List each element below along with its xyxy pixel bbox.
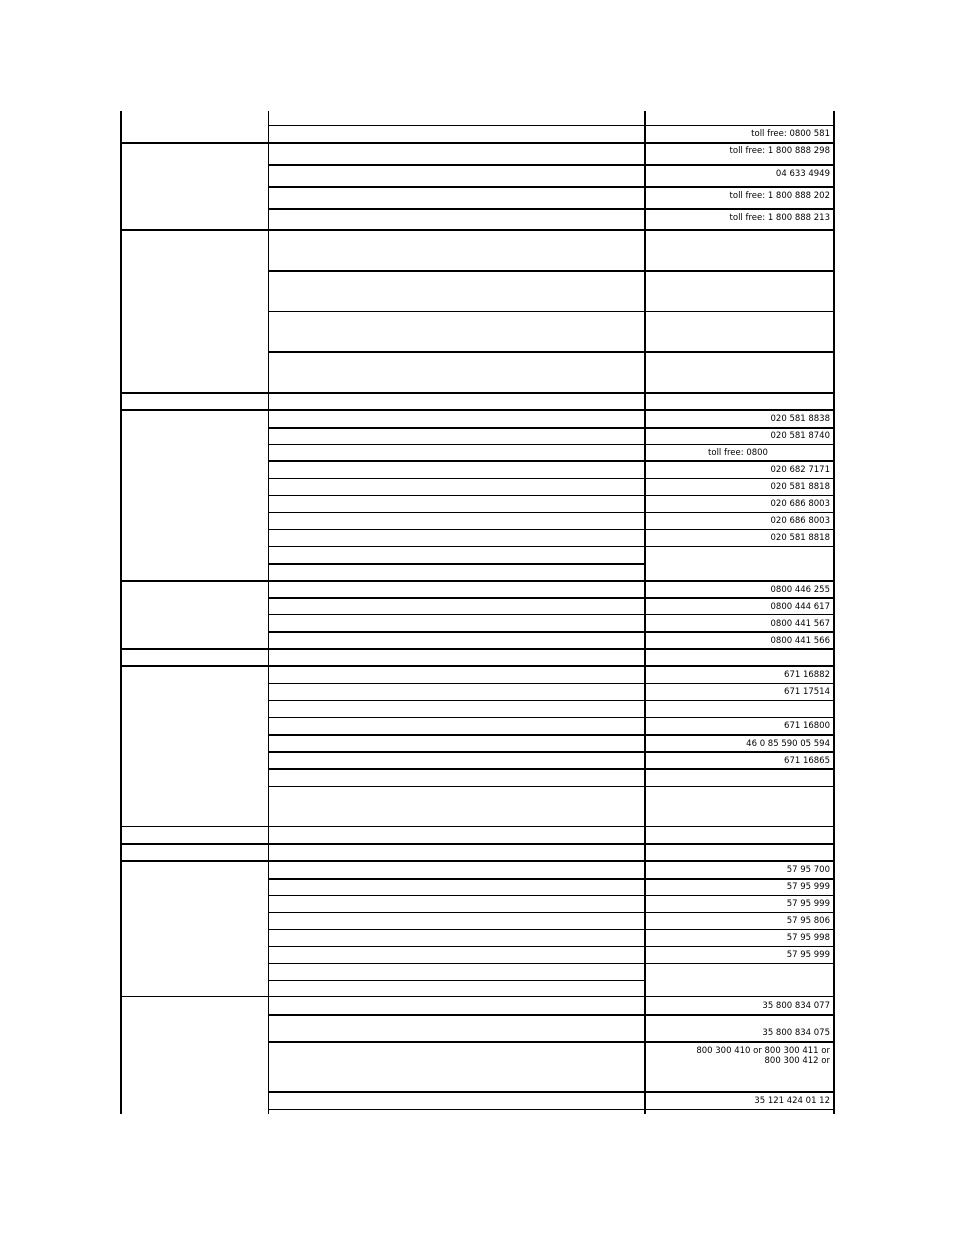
row-divider — [268, 164, 835, 166]
phone-number-cell: 0800 441 567 — [770, 619, 830, 629]
phone-number-cell: toll free: 0800 581 — [751, 129, 830, 139]
row-divider — [268, 597, 835, 599]
phone-number-cell: 671 16865 — [784, 756, 830, 766]
row-divider — [268, 946, 835, 947]
row-divider — [268, 734, 835, 736]
row-divider — [268, 895, 835, 896]
phone-number-cell: toll free: 1 800 888 298 — [729, 146, 830, 156]
phone-number-cell: 0800 441 566 — [770, 636, 830, 646]
row-divider — [268, 963, 835, 964]
row-divider — [268, 460, 835, 462]
row-divider — [120, 860, 835, 862]
phone-number-cell: toll free: 1 800 888 213 — [729, 213, 830, 223]
phone-number-cell: toll free: 1 800 888 202 — [729, 191, 830, 201]
phone-number-cell: 020 581 8838 — [770, 414, 830, 424]
phone-number-cell: 57 95 999 — [786, 899, 830, 909]
row-divider — [268, 563, 645, 565]
row-divider — [268, 878, 835, 880]
row-divider — [268, 125, 835, 126]
phone-number-cell: 0800 444 617 — [770, 602, 830, 612]
row-divider — [268, 786, 835, 787]
row-divider — [120, 826, 835, 827]
row-divider — [268, 529, 835, 530]
row-divider — [268, 1109, 835, 1110]
phone-number-cell: 020 686 8003 — [770, 499, 830, 509]
row-divider — [268, 208, 835, 210]
row-divider — [120, 409, 835, 411]
row-divider — [268, 351, 835, 353]
row-divider — [120, 843, 835, 845]
phone-number-cell: 35 121 424 01 12 — [754, 1096, 830, 1106]
phone-number-cell: 0800 446 255 — [770, 585, 830, 595]
phone-number-cell: 671 17514 — [784, 687, 830, 697]
row-divider — [268, 512, 835, 513]
row-divider — [268, 751, 835, 753]
row-divider — [268, 444, 835, 445]
row-divider — [268, 1041, 835, 1043]
row-divider — [268, 270, 835, 272]
row-divider — [268, 1014, 835, 1016]
phone-number-cell: 04 633 4949 — [775, 169, 830, 179]
row-divider — [268, 478, 835, 479]
row-divider — [120, 665, 835, 667]
row-divider — [268, 929, 835, 930]
phone-number-cell: 020 581 8818 — [770, 482, 830, 492]
phone-number-cell: 57 95 998 — [786, 933, 830, 943]
phone-number-cell: 671 16882 — [784, 670, 830, 680]
row-divider — [268, 768, 835, 770]
row-divider — [268, 186, 835, 188]
row-divider — [120, 648, 835, 650]
row-divider — [268, 614, 835, 615]
phone-number-cell: 57 95 999 — [786, 882, 830, 892]
phone-number-cell: 020 682 7171 — [770, 465, 830, 475]
row-divider — [268, 912, 835, 913]
phone-number-cell: 35 800 834 077 — [762, 1001, 830, 1011]
phone-number-cell: 57 95 700 — [786, 865, 830, 875]
row-divider — [268, 1091, 835, 1093]
row-divider — [268, 717, 835, 718]
row-divider — [268, 546, 835, 547]
row-divider — [120, 580, 835, 582]
row-divider — [120, 996, 835, 997]
phone-number-cell: 35 800 834 075 — [762, 1028, 830, 1038]
row-divider — [120, 392, 835, 394]
row-divider — [268, 700, 835, 701]
phone-number-cell: 671 16800 — [784, 721, 830, 731]
phone-number-cell: 800 300 412 or — [764, 1056, 830, 1066]
phone-number-cell: 020 686 8003 — [770, 516, 830, 526]
row-divider — [268, 311, 835, 312]
row-divider — [268, 427, 835, 429]
row-divider — [120, 142, 835, 144]
phone-number-cell: toll free: 0800 — [708, 448, 768, 458]
table-vline — [120, 111, 122, 1114]
phone-number-cell: 46 0 85 590 05 594 — [746, 739, 830, 749]
phone-number-cell: 800 300 410 or 800 300 411 or — [696, 1046, 830, 1056]
phone-number-cell: 57 95 999 — [786, 950, 830, 960]
phone-number-cell: 020 581 8740 — [770, 431, 830, 441]
phone-number-cell: 020 581 8818 — [770, 533, 830, 543]
phone-number-cell: 57 95 806 — [786, 916, 830, 926]
row-divider — [268, 631, 835, 633]
row-divider — [268, 683, 835, 684]
row-divider — [268, 495, 835, 496]
row-divider — [120, 229, 835, 231]
row-divider — [268, 980, 645, 981]
